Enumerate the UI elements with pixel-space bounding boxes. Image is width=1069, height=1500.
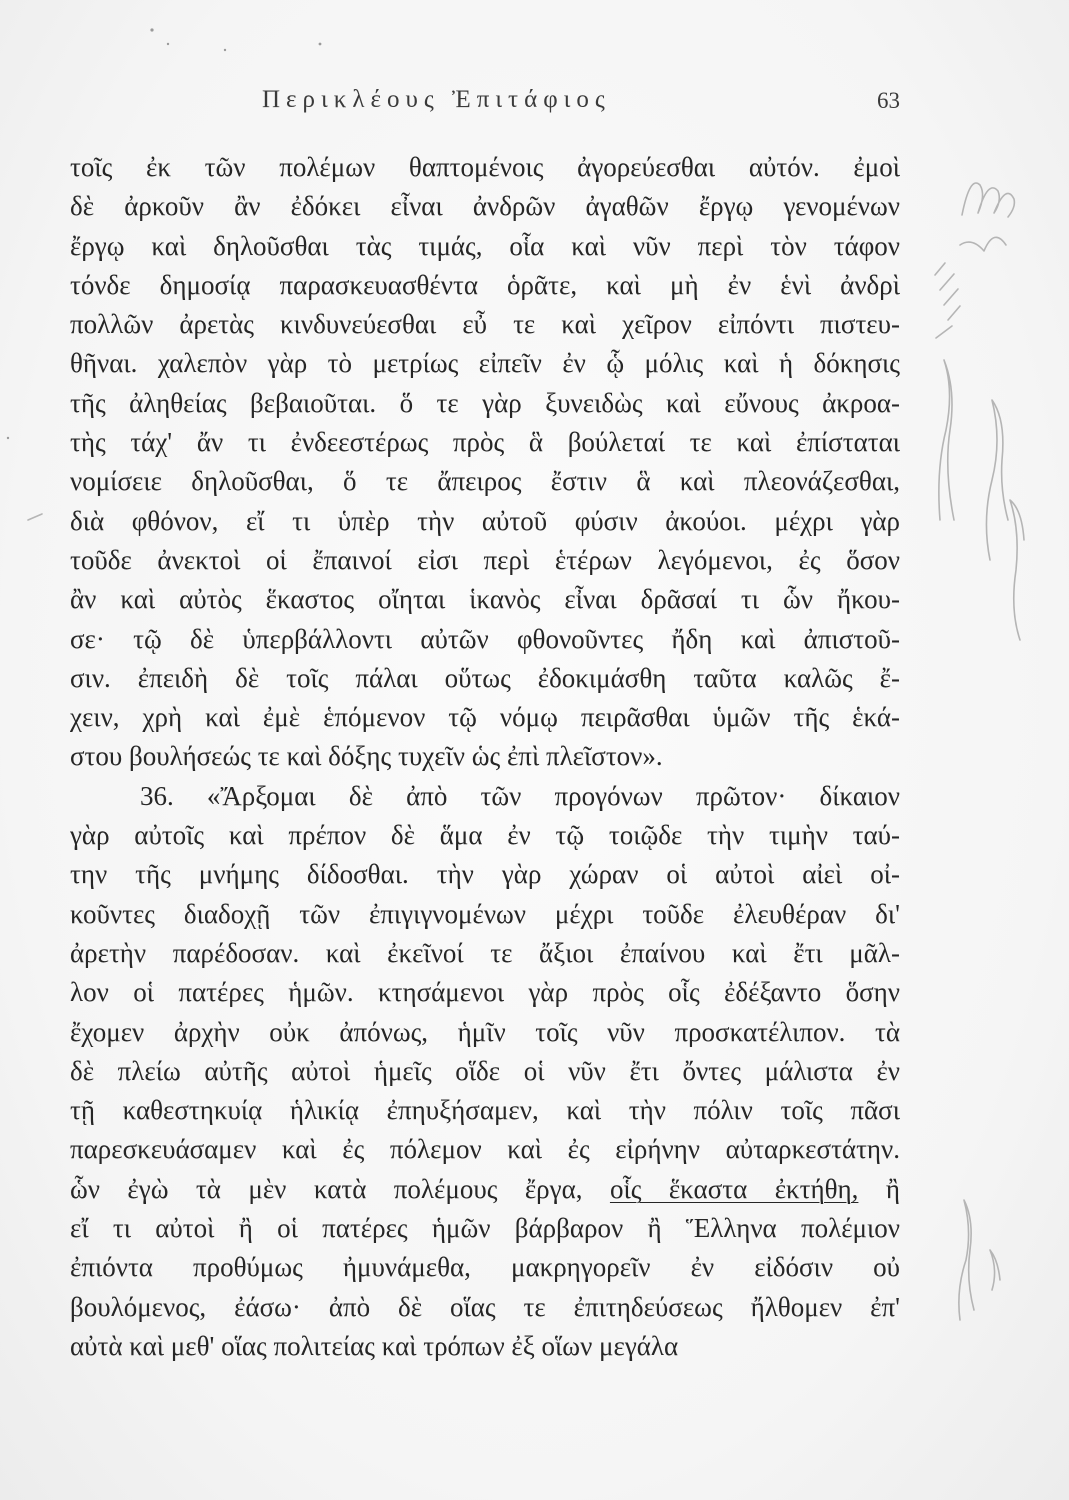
text-line: στου βουλήσεώς τε καὶ δόξης τυχεῖν ὡς ἐπὶ πλεῖστον». (70, 741, 663, 772)
page-header (262, 86, 902, 126)
line-end: ἢ (858, 1173, 900, 1204)
scribble-top-right-tail (960, 237, 1006, 251)
text-line: θῆναι. χαλεπὸν γὰρ τὸ μετρίως εἰπεῖν ἐν ᾧ μόλις καὶ ἡ δόκησις (70, 348, 900, 379)
text-line: λον οἱ πατέρες ἡμῶν. κτησάμενοι γὰρ πρὸς οἷς ἐδέξαντο ὅσην (70, 977, 900, 1008)
text-line: κοῦντες διαδοχῇ τῶν ἐπιγιγνομένων μέχρι τοῦδε ἐλευθέραν δι' (70, 898, 900, 929)
text-line: διὰ φθόνον, εἴ τι ὑπὲρ τὴν αὐτοῦ φύσιν ἀκούοι. μέχρι γὰρ (70, 505, 900, 536)
text-line-with-underline (70, 1170, 900, 1209)
scribble-bottom-right-2 (990, 1250, 1000, 1290)
text-line: τοῖς ἐκ τῶν πολέμων θαπτομένοις ἀγορεύεσθαι αὐτόν. ἐμοὶ (70, 152, 900, 182)
scribble-top-right (962, 183, 1014, 217)
text-line: τόνδε δημοσίᾳ παρασκευασθέντα ὁρᾶτε, καὶ μὴ ἐν ἑνὶ ἀνδρὶ (70, 269, 900, 300)
scribble-bottom-right (959, 1200, 974, 1320)
text-line: σιν. ἐπειδὴ δὲ τοῖς πάλαι οὕτως ἐδοκιμάσθη ταῦτα καλῶς ἔ- (70, 662, 900, 693)
vertical-scribble-2 (986, 400, 1008, 560)
text-line: βουλόμενος, ἐάσω· ἀπὸ δὲ οἵας τε ἐπιτηδεύσεως ἤλθομεν ἐπ' (70, 1291, 900, 1322)
text-line: γὰρ αὐτοῖς καὶ πρέπον δὲ ἅμα ἐν τῷ τοιῷδε τὴν τιμὴν ταύ- (70, 820, 900, 851)
vertical-scribble-1 (939, 360, 954, 520)
text-line: δὲ ἀρκοῦν ἂν ἐδόκει εἶναι ἀνδρῶν ἀγαθῶν ἔργῳ γενομένων (70, 191, 900, 222)
text-line: εἴ τι αὐτοὶ ἢ οἱ πατέρες ἡμῶν βάρβαρον ἢ Ἕλληνα πολέμιον (70, 1213, 900, 1244)
underlined-phrase: οἷς ἕκαστα ἐκτήθη, (609, 1173, 859, 1204)
text-line: ἔχομεν ἀρχὴν οὐκ ἀπόνως, ἡμῖν τοῖς νῦν προσκατέλιπον. τὰ (70, 1016, 900, 1047)
body-text (70, 148, 900, 1366)
text-line: τῇ καθεστηκυίᾳ ἡλικίᾳ ἐπηυξήσαμεν, καὶ τὴν πόλιν τοῖς πᾶσι (70, 1095, 900, 1126)
text-line: ἐπιόντα προθύμως ἠμυνάμεθα, μακρηγορεῖν ἐν εἰδόσιν οὐ (70, 1252, 900, 1283)
section-start-line: 36. «Ἄρξομαι δὲ ἀπὸ τῶν προγόνων πρῶτον· δίκαιον (140, 780, 900, 811)
page-number: 63 (877, 88, 900, 113)
text-line: την τῆς μνήμης δίδοσθαι. τὴν γὰρ χώραν οἱ αὐτοὶ αἰεὶ οἰ- (70, 859, 900, 890)
running-title: Περικλέους Ἐπιτάφιος (262, 86, 611, 113)
vertical-scribble-3 (1010, 500, 1024, 640)
text-line: τὴς τάχ' ἄν τι ἐνδεεστέρως πρὸς ἃ βούλεταί τε καὶ ἐπίσταται (70, 427, 900, 458)
text-line: τῆς ἀληθείας βεβαιοῦται. ὅ τε γὰρ ξυνειδὼς καὶ εὔνους ἀκροα- (70, 387, 900, 418)
pencil-tick-left (28, 514, 42, 520)
line-start: ὧν ἐγὼ τὰ μὲν κατὰ πολέμους ἔργα, (70, 1173, 583, 1204)
text-line: ἀρετὴν παρέδοσαν. καὶ ἐκεῖνοί τε ἄξιοι ἐπαίνου καὶ ἔτι μᾶλ- (70, 937, 900, 968)
hatch-mark (935, 263, 960, 338)
text-line: χειν, χρὴ καὶ ἐμὲ ἑπόμενον τῷ νόμῳ πειρᾶσθαι ὑμῶν τῆς ἑκά- (70, 702, 900, 733)
text-line: ἔργῳ καὶ δηλοῦσθαι τὰς τιμάς, οἷα καὶ νῦν περὶ τὸν τάφον (70, 230, 900, 261)
text-line: πολλῶν ἀρετὰς κινδυνεύεσθαι εὖ τε καὶ χεῖρον εἰπόντι πιστευ- (70, 309, 900, 340)
text-line: σε· τῷ δὲ ὑπερβάλλοντι αὐτῶν φθονοῦντες ἤδη καὶ ἀπιστοῦ- (70, 623, 900, 654)
text-line: αὐτὰ καὶ μεθ' οἵας πολιτείας καὶ τρόπων ἐξ οἵων μεγάλα (70, 1330, 679, 1361)
text-line: τοῦδε ἀνεκτοὶ οἱ ἔπαινοί εἰσι περὶ ἑτέρων λεγόμενοι, ἐς ὅσον (70, 544, 900, 575)
text-line: νομίσειε δηλοῦσθαι, ὅ τε ἄπειρος ἔστιν ἃ καὶ πλεονάζεσθαι, (70, 466, 900, 497)
text-line: ἂν καὶ αὐτὸς ἕκαστος οἴηται ἱκανὸς εἶναι δρᾶσαί τι ὧν ἤκου- (70, 584, 900, 615)
text-line: παρεσκευάσαμεν καὶ ἐς πόλεμον καὶ ἐς εἰρήνην αὐταρκεστάτην. (70, 1134, 900, 1165)
text-line: δὲ πλείω αὐτῆς αὐτοὶ ἡμεῖς οἵδε οἱ νῦν ἔτι ὄντες μάλιστα ἐν (70, 1055, 900, 1086)
